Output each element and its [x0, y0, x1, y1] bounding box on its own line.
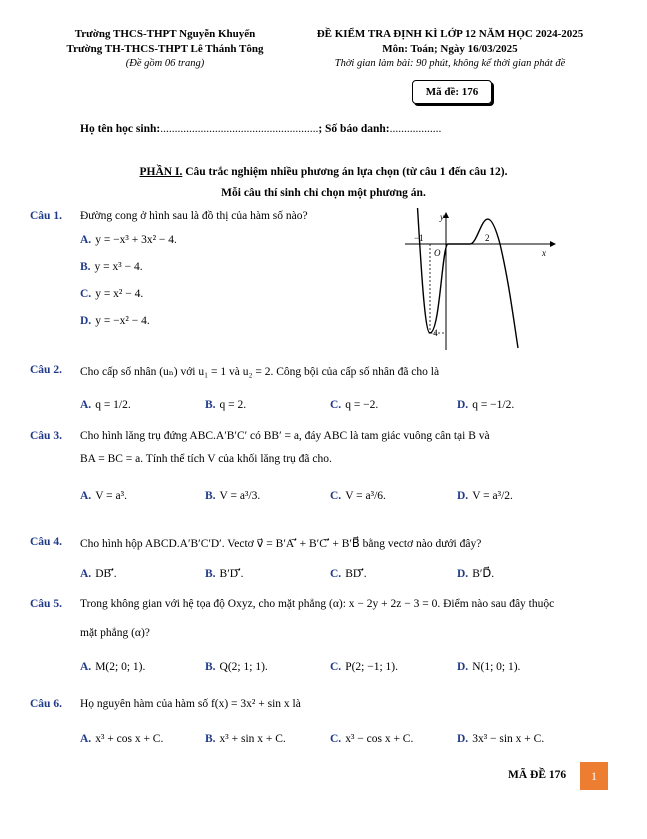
q2-text: Cho cấp số nhân (uₙ) với u₁ = 1 và u₂ = 2. Công bội của cấp số nhân đã cho là	[80, 366, 440, 378]
id-dots: ..................	[389, 123, 442, 135]
q1-option-a[interactable]: A. y = −x³ + 3x² − 4.	[80, 234, 177, 246]
id-label: ; Số báo danh:	[318, 123, 390, 135]
part1-subtitle: Mỗi câu thí sinh chỉ chọn một phương án.	[221, 187, 426, 199]
y-label: y	[440, 212, 444, 222]
q4-option-b[interactable]: B. B′D′⃗.	[205, 568, 244, 580]
q4-option-d[interactable]: D. B′D⃗.	[457, 568, 495, 580]
q1-option-c[interactable]: C. y = x² − 4.	[80, 288, 144, 300]
origin-label: O	[434, 248, 441, 258]
name-label: Họ tên học sinh:	[80, 123, 161, 135]
q4-option-c[interactable]: C. BD′⃗.	[330, 568, 367, 580]
q6-text: Họ nguyên hàm của hàm số f(x) = 3x² + sin x là	[80, 698, 301, 710]
q3-number: Câu 3.	[30, 430, 62, 442]
q2-option-a[interactable]: A. q = 1/2.	[80, 399, 131, 411]
q4-number: Câu 4.	[30, 536, 62, 548]
q5-option-a[interactable]: A. M(2; 0; 1).	[80, 661, 146, 673]
q6-option-c[interactable]: C. x³ − cos x + C.	[330, 733, 414, 745]
page-number: 1	[580, 762, 608, 790]
q4-text: Cho hình hộp ABCD.A′B′C′D′. Vectơ v⃗ = B′A′⃗ + B′C′⃗ + B′B⃗ bằng vectơ nào dưới đây?	[80, 538, 482, 550]
q5-number: Câu 5.	[30, 598, 62, 610]
q1-text: Đường cong ở hình sau là đồ thị của hàm số nào?	[80, 210, 308, 222]
q6-option-d[interactable]: D. 3x³ − sin x + C.	[457, 733, 545, 745]
q5-text-2: mặt phẳng (α)?	[80, 627, 150, 639]
q1-option-d[interactable]: D. y = −x² − 4.	[80, 315, 150, 327]
school-name-2: Trường TH-THCS-THPT Lê Thánh Tông	[66, 43, 264, 55]
q2-option-b[interactable]: B. q = 2.	[205, 399, 247, 411]
q1-option-b[interactable]: B. y = x³ − 4.	[80, 261, 143, 273]
tick-neg1: −1	[414, 233, 424, 243]
q6-option-b[interactable]: B. x³ + sin x + C.	[205, 733, 286, 745]
footer-exam-code: MÃ ĐỀ 176	[508, 769, 567, 781]
q2-number: Câu 2.	[30, 364, 62, 376]
q3-option-c[interactable]: C. V = a³/6.	[330, 490, 386, 502]
q6-option-a[interactable]: A. x³ + cos x + C.	[80, 733, 164, 745]
name-dots: .......................................................	[160, 123, 319, 135]
q5-option-b[interactable]: B. Q(2; 1; 1).	[205, 661, 268, 673]
q2-option-c[interactable]: C. q = −2.	[330, 399, 379, 411]
q5-option-d[interactable]: D. N(1; 0; 1).	[457, 661, 521, 673]
part1-title-u: PHẦN I.	[139, 166, 183, 178]
x-label: x	[542, 248, 546, 258]
q3-text-2: BA = BC = a. Tính thể tích V của khối lăng trụ đã cho.	[80, 453, 332, 465]
part1-title	[0, 166, 647, 178]
q3-option-b[interactable]: B. V = a³/3.	[205, 490, 261, 502]
cubic-graph	[400, 208, 560, 353]
tick-2: 2	[485, 233, 490, 243]
q1-number: Câu 1.	[30, 210, 62, 222]
student-info	[80, 123, 441, 135]
q6-number: Câu 6.	[30, 698, 62, 710]
q4-option-a[interactable]: A. DB′⃗.	[80, 568, 117, 580]
q5-option-c[interactable]: C. P(2; −1; 1).	[330, 661, 398, 673]
page-count: (Đề gồm 06 trang)	[125, 58, 205, 69]
exam-title: ĐỀ KIỂM TRA ĐỊNH KÌ LỚP 12 NĂM HỌC 2024-2025	[316, 28, 584, 40]
q5-text: Trong không gian với hệ tọa độ Oxyz, cho mặt phẳng (α): x − 2y + 2z − 3 = 0. Điểm nào sau đây thuộc	[80, 598, 555, 610]
q2-option-d[interactable]: D. q = −1/2.	[457, 399, 515, 411]
school-name-1: Trường THCS-THPT Nguyễn Khuyến	[74, 28, 256, 40]
q3-text: Cho hình lăng trụ đứng ABC.A′B′C′ có BB′ = a, đáy ABC là tam giác vuông cân tại B và	[80, 430, 490, 442]
q3-option-a[interactable]: A. V = a³.	[80, 490, 127, 502]
tick-neg4: −4	[428, 328, 438, 338]
exam-time: Thời gian làm bài: 90 phút, không kể thời gian phát đề	[334, 58, 566, 69]
part1-title-rest: Câu trắc nghiệm nhiều phương án lựa chọn (từ câu 1 đến câu 12).	[182, 166, 508, 178]
q3-option-d[interactable]: D. V = a³/2.	[457, 490, 513, 502]
exam-code-box: Mã đề: 176	[412, 80, 492, 104]
subject-date: Môn: Toán; Ngày 16/03/2025	[382, 43, 518, 55]
